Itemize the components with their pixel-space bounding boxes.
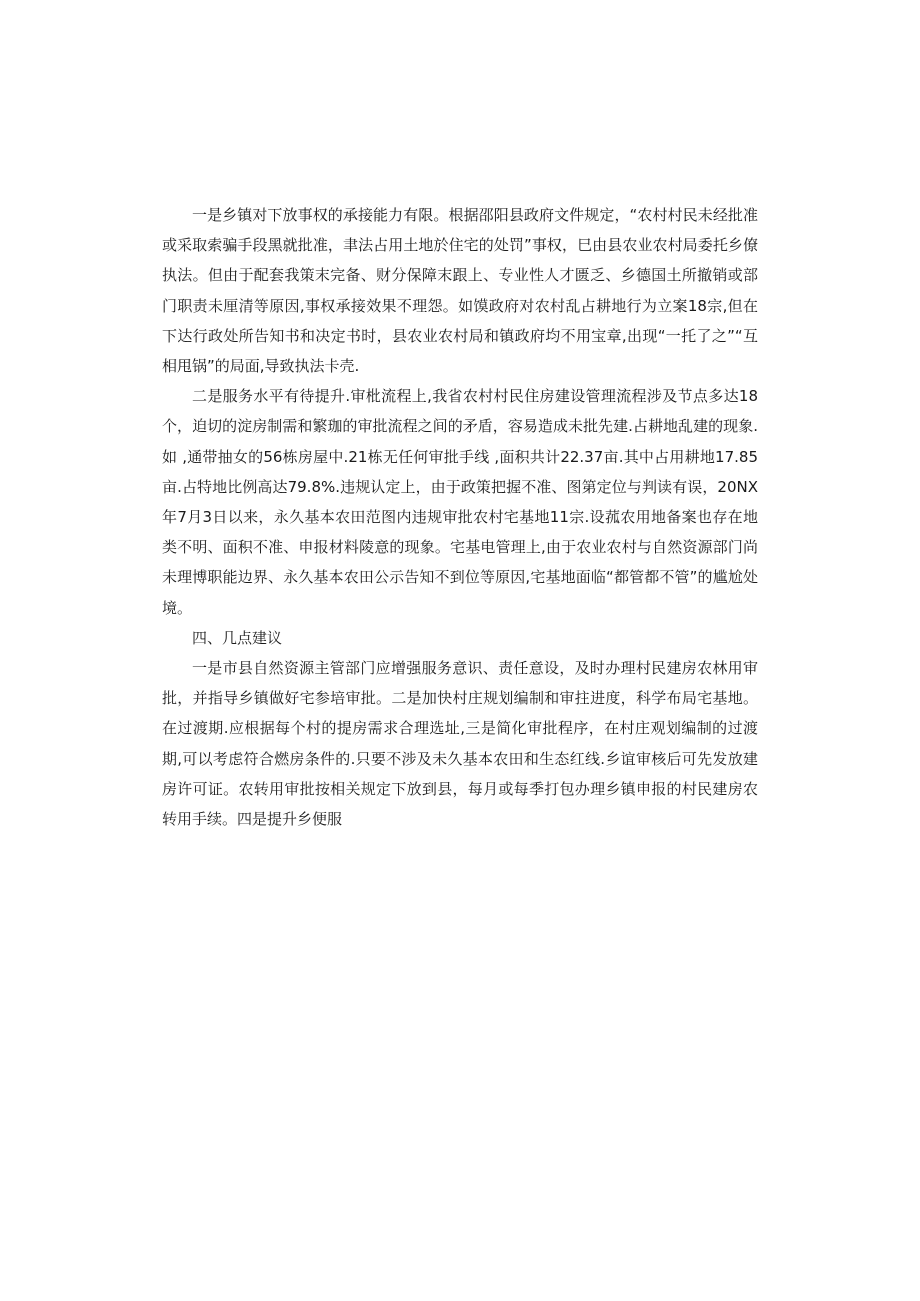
section-heading-suggestions: 四、几点建议 [192,628,283,647]
paragraph-power-delegation: 一是乡镇对下放事权的承接能力有限。根据邵阳县政府文件规定，“农村村民未经批准或采取索骗手段黑就批准，聿法占用土地於住宅的处罚”事权，巳由县农业农村局委托乡僚执法。但由于配套我策末完备、财分保障末跟上、专业性人才匮乏、乡德国土所撤销或部门职责未厘清等原因,事权承接效果不理怨。如馍政府对农村乱占耕地行为立案18宗,但在下达行政处所告知书和决定书时，县农业农村局和镇政府均不用宝章,出现“一托了之”“互相甩锅”的局面,导致执法卡壳. [162,206,758,376]
document-body [162,200,758,834]
paragraph-service-level: 二是服务水平有待提升.审枇流程上,我省农村村民住房建设管理流程涉及节点多达18个，迫切的淀房制需和繁珈的审批流程之间的矛盾，容易造成未批先建.占耕地乱建的现象.如 ,通带抽女的56栋房屋中.21栋无任何审批手线 ,面积共计22.37亩.其中占用耕地17.85亩.占特地比例高达79.8%.违规认定上，由于政策把握不准、图第定位与判读有误，20NX年7月3日以来，永久基本农田范图内违规审批农村宅基地11宗.设菰农用地备案也存在地类不明、面积不准、申报材料陵意的现象。宅基电管理上,由于农业农村与自然资源部门尚未理博职能边界、永久基本农田公示告知不到位等原因,宅基地面临“都管都不管”的尴尬处境。 [162,387,758,617]
paragraph-suggestions: 一是市县自然资源主管部门应增强服务意识、责任意设，及时办理村民建房农林用审批，并指导乡镇做好宅参培审批。二是加快村庄规划编制和审拄进度，科学布局宅基地。在过渡期.应根据每个村的提房需求合理选址,三是简化审批程序，在村庄观划编制的过渡期,可以考虑符合燃房条件的.只要不涉及未久基本农田和生态红线.乡谊审核后可先发放建房许可证。农转用审批按相关规定下放到县，每月或每季打包办理乡镇申报的村民建房农转用手续。四是提升乡便服 [162,659,758,829]
